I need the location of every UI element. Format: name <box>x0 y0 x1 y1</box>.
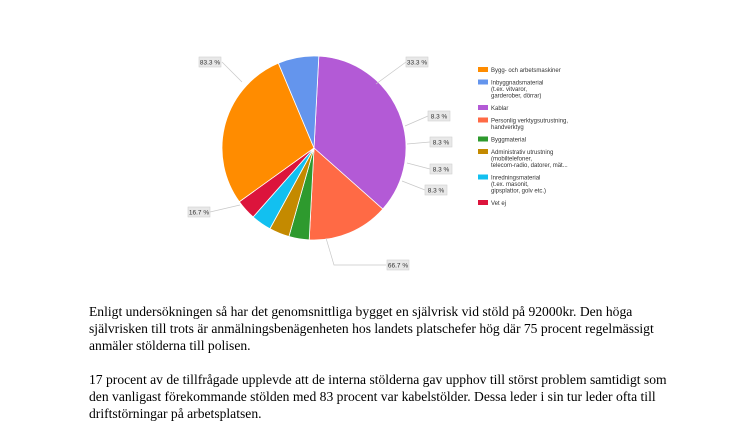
legend-label-2-2: (t.ex. vitvaror, <box>491 87 528 93</box>
legend-label-6-3: telecom-radio, datorer, mät... <box>491 163 568 169</box>
legend-label-2-1: Inbyggnadsmaterial <box>491 80 544 87</box>
paragraph-1: Enligt undersökningen så har det genomsnittliga bygget en självrisk vid stöld på 92000kr. Den höga självrisken till trots är anmälningsbenägenheten hos landets platschefer hög där 75 procent regelmässigt anmäler stölderna till polisen. <box>89 304 654 353</box>
leader-line-5 <box>407 163 430 169</box>
legend-label-4-2: handverktyg <box>491 125 524 131</box>
data-label-1: 83.3 % <box>199 59 221 67</box>
legend-label-7-1: Inredningsmaterial <box>491 175 541 182</box>
legend-label-2-3: garderober, dörrar) <box>491 93 542 100</box>
data-label-7: 66.7 % <box>387 262 409 270</box>
data-label-3: 8.3 % <box>430 113 448 121</box>
legend-label-6-2: (mobiltelefoner, <box>491 156 533 163</box>
legend-swatch-8 <box>478 200 488 205</box>
legend-swatch-3 <box>478 105 488 110</box>
legend-label-6-1: Administrativ utrustning <box>491 150 554 156</box>
leader-line-6 <box>402 181 425 190</box>
leader-line-2 <box>376 62 406 84</box>
legend-swatch-2 <box>478 80 488 85</box>
legend-swatch-5 <box>478 137 488 142</box>
leader-line-4 <box>407 142 430 144</box>
leader-line-8 <box>210 205 240 212</box>
data-label-4: 8.3 % <box>432 139 450 147</box>
leader-line-1 <box>222 62 242 82</box>
legend-swatch-6 <box>478 149 488 154</box>
data-label-5: 8.3 % <box>432 166 450 174</box>
leader-line-7 <box>326 238 386 265</box>
legend-label-8-1: Vet ej <box>491 201 507 207</box>
legend-label-5-1: Byggmaterial <box>491 137 527 144</box>
legend-label-1-1: Bygg- och arbetsmaskiner <box>491 68 561 74</box>
data-label-2: 33.3 % <box>406 59 428 67</box>
legend-label-3-1: Kablar <box>491 106 509 112</box>
legend-swatch-4 <box>478 118 488 123</box>
data-label-6: 8.3 % <box>427 187 445 195</box>
legend-swatch-7 <box>478 175 488 180</box>
paragraph-2: 17 procent av de tillfrågade upplevde att de interna stölderna gav upphov till störst problem samtidigt som den vanligast förekommande stölden med 83 procent var kabelstölder. Dessa leder i sin tur leder ofta till driftstörningar på arbetsplatsen. <box>89 372 667 421</box>
data-label-8: 16.7 % <box>188 209 210 217</box>
legend-label-4-1: Personlig verktygsutrustning, <box>491 118 569 125</box>
legend-label-7-2: (t.ex. masonit, <box>491 182 529 188</box>
leader-line-3 <box>405 116 428 126</box>
legend-label-7-3: gipsplattor, golv etc.) <box>491 188 547 195</box>
legend-swatch-1 <box>478 67 488 72</box>
